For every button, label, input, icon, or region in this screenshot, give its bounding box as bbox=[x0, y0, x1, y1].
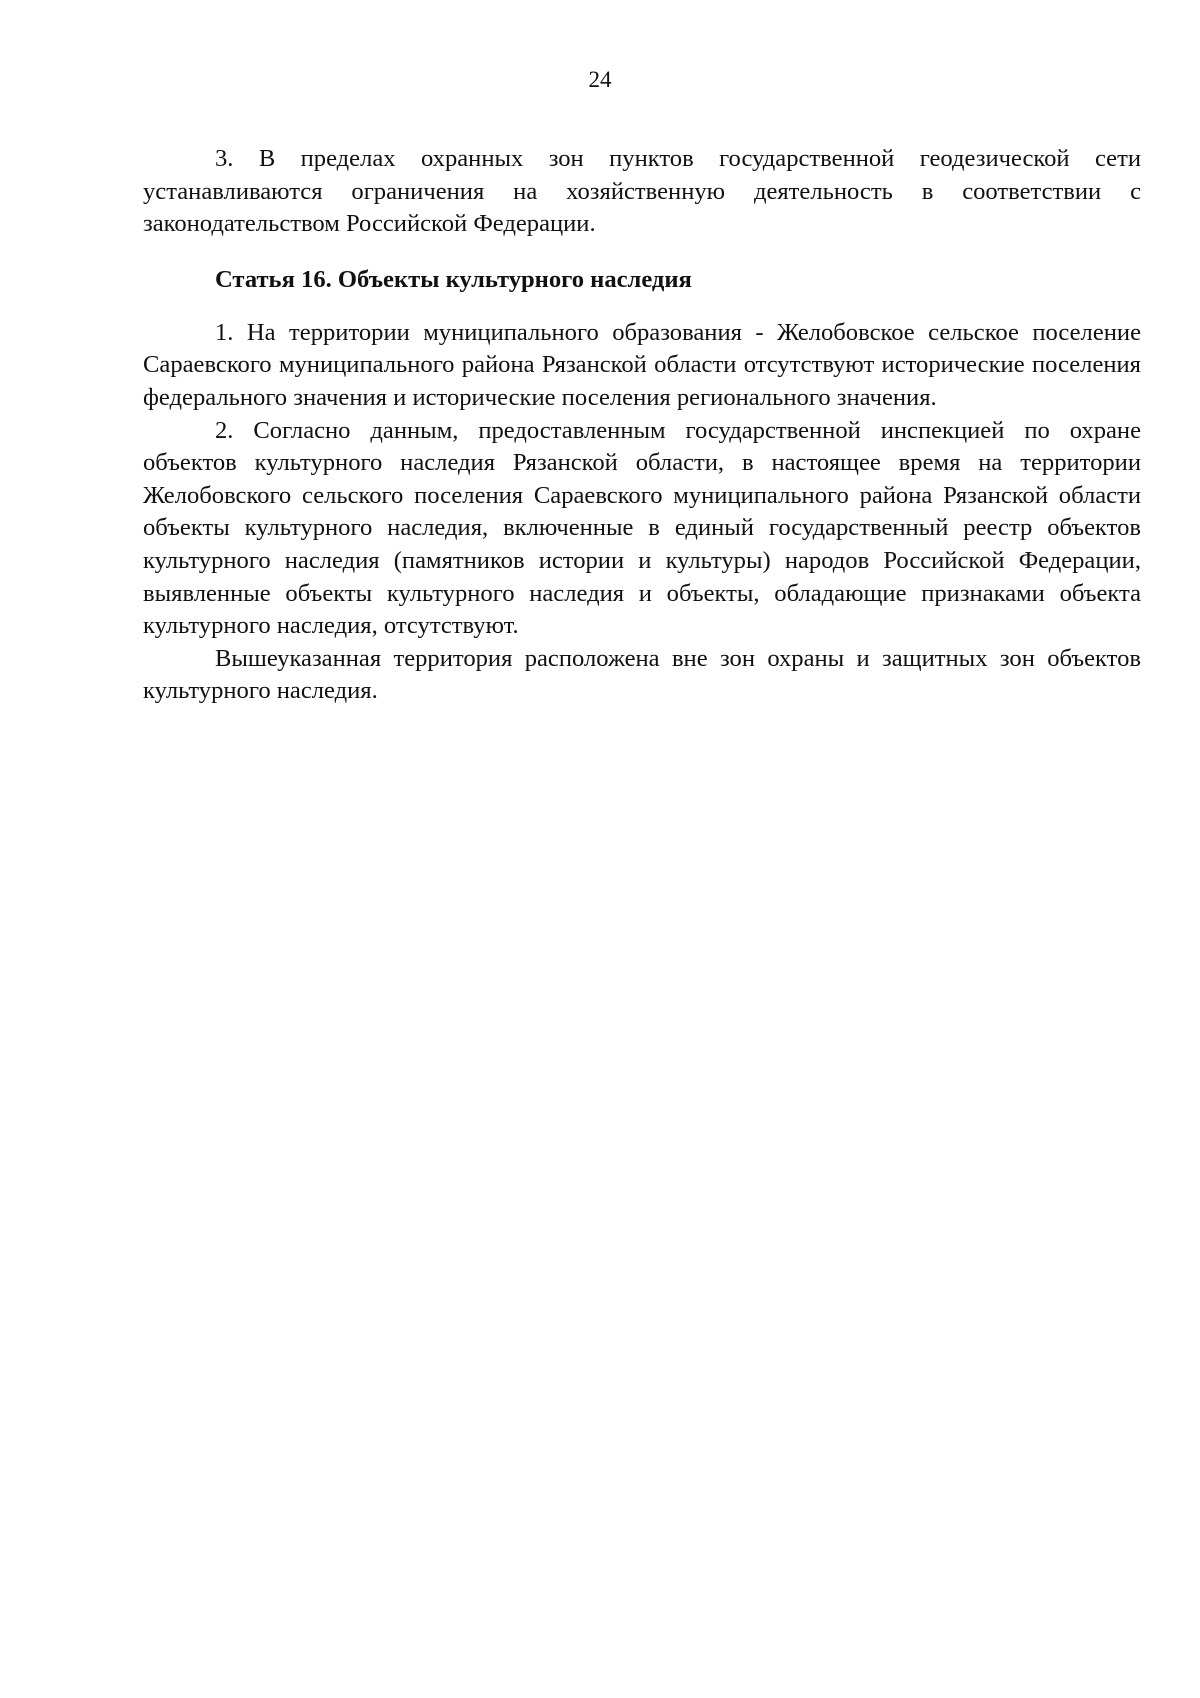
paragraph-historical-settlements: 1. На территории муниципального образования - Желобовское сельское поселение Сараевского муниципального района Рязанской области отсутствуют исторические поселения федерального значения и исторические поселения регионального значения. bbox=[143, 318, 1141, 411]
article-heading: Статья 16. Объекты культурного наследия bbox=[215, 265, 692, 293]
paragraph-heritage-objects: 2. Согласно данным, предоставленным государственной инспекцией по охране объектов культурного наследия Рязанской области, в настоящее время на территории Желобовского сельского поселения Сараевского муниципального района Рязанской области объекты культурного наследия, включенные в единый государственный реестр объектов культурного наследия (памятников истории и культуры) народов Российской Федерации, выявленные объекты культурного наследия и объекты, обладающие признаками объекта культурного наследия, отсутствуют. bbox=[143, 416, 1141, 640]
page-number: 24 bbox=[588, 67, 612, 92]
document-body bbox=[143, 143, 1141, 708]
paragraph-protection-zones: Вышеуказанная территория расположена вне зон охраны и защитных зон объектов культурного наследия. bbox=[143, 644, 1141, 705]
paragraph-geodetic-restrictions: 3. В пределах охранных зон пунктов государственной геодезической сети устанавливаются ограничения на хозяйственную деятельность в соответствии с законодательством Российской Федерации. bbox=[143, 145, 1141, 238]
